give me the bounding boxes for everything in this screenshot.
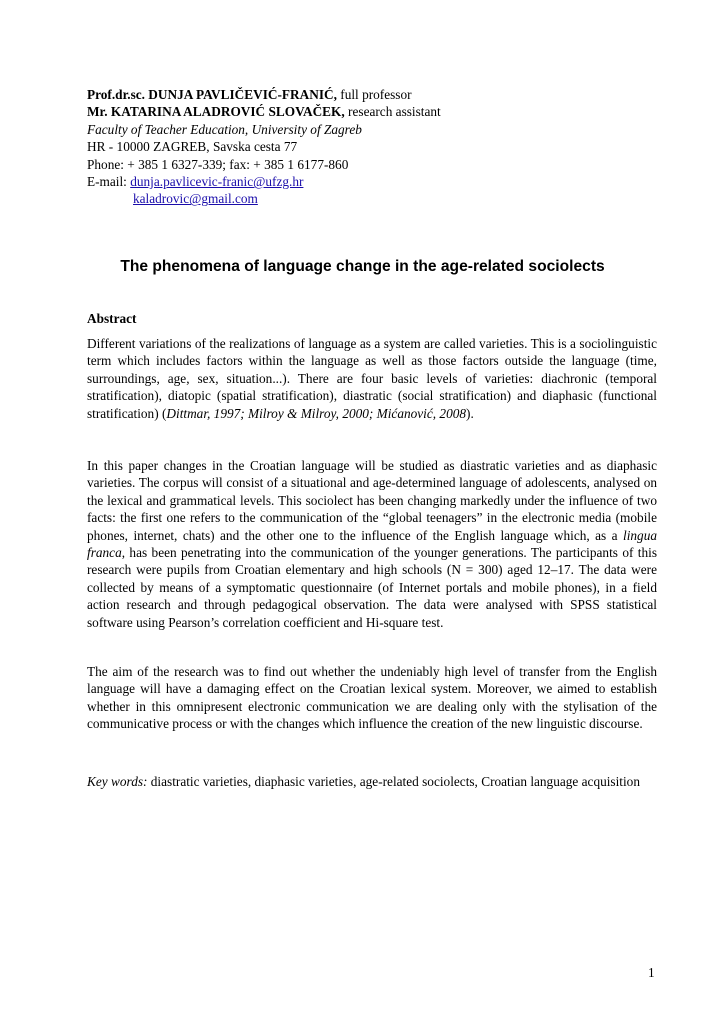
paper-title: The phenomena of language change in the age-related sociolects [120, 258, 605, 275]
author-line-2 [87, 103, 647, 120]
email-line [87, 173, 647, 190]
author-1-name: Prof.dr.sc. DUNJA PAVLIČEVIĆ-FRANIĆ, [87, 87, 337, 102]
page-number: 1 [648, 965, 655, 980]
p1-text: Different variations of the realizations of language as a system are called varieties. This is a sociolinguistic term which includes factors within the language as well as those factors outside the language (time, surroundings, age, sex, situation...). There are four basic levels of varieties: diachronic (temporal stratification), diatopic (spatial stratification), diastratic (social stratification) and diaphasic (functional stratification) ( [87, 336, 657, 421]
author-2-role: research assistant [344, 104, 441, 120]
author-block [87, 86, 647, 208]
address-line: HR - 10000 ZAGREB, Savska cesta 77 [87, 139, 298, 155]
author-1-role: full professor [336, 87, 412, 102]
faculty-line: Faculty of Teacher Education, University of Zagreb [87, 121, 362, 137]
p1-citation: Dittmar, 1997; Milroy & Milroy, 2000; Mićanović, 2008 [166, 405, 467, 421]
p1-end: ). [466, 405, 474, 421]
p2-lingua-franca: lingua franca [87, 527, 657, 561]
email-link-2[interactable]: kaladrovic@gmail.com [133, 191, 258, 207]
abstract-heading: Abstract [87, 311, 137, 326]
abstract-paragraph-2 [87, 457, 657, 631]
abstract-paragraph-1 [87, 335, 657, 422]
keywords-paragraph [87, 773, 657, 790]
email-line-2 [87, 190, 647, 207]
abstract-paragraph-3: The aim of the research was to find out whether the undeniably high level of transfer from the English language will have a damaging effect on the Croatian lexical system. Moreover, we aimed to establish whether in this omnipresent electronic communication we are dealing only with the stylisation of the communicative process or with the changes which influence the creation of the new linguistic discourse. [87, 664, 657, 732]
p2-text-a: In this paper changes in the Croatian language will be studied as diastratic varieties and as diaphasic varieties. The corpus will consist of a situational and age-determined language of adolescents, analysed on the lexical and grammatical levels. This sociolect has been changing markedly under the influence of two facts: the first one refers to the communication of the “global teenagers” in the electronic media (mobile phones, internet, chats) and the other one to the influence of the English language which, as a [87, 458, 657, 543]
email-label: E-mail: [87, 174, 131, 190]
keywords-text: diastratic varieties, diaphasic varieties, age-related sociolects, Croatian language acquisition [147, 774, 640, 789]
phone-line: Phone: + 385 1 6327-339; fax: + 385 1 6177-860 [87, 156, 349, 172]
p2-text-b: , has been penetrating into the communication of the younger generations. The participants of this research were pupils from Croatian elementary and high schools (N = 300) aged 12–17. The data were collected by means of a symptomatic questionnaire (of Internet portals and mobile phones), in a field action research and through pedagogical observation. The data were analysed with SPSS statistical software using Pearson’s correlation coefficient and Hi-square test. [87, 545, 657, 630]
author-line-1 [87, 86, 647, 103]
keywords-label: Key words: [87, 774, 148, 789]
author-2-name: Mr. KATARINA ALADROVIĆ SLOVAČEK, [87, 104, 345, 120]
email-link-1[interactable]: dunja.pavlicevic-franic@ufzg.hr [130, 174, 304, 190]
